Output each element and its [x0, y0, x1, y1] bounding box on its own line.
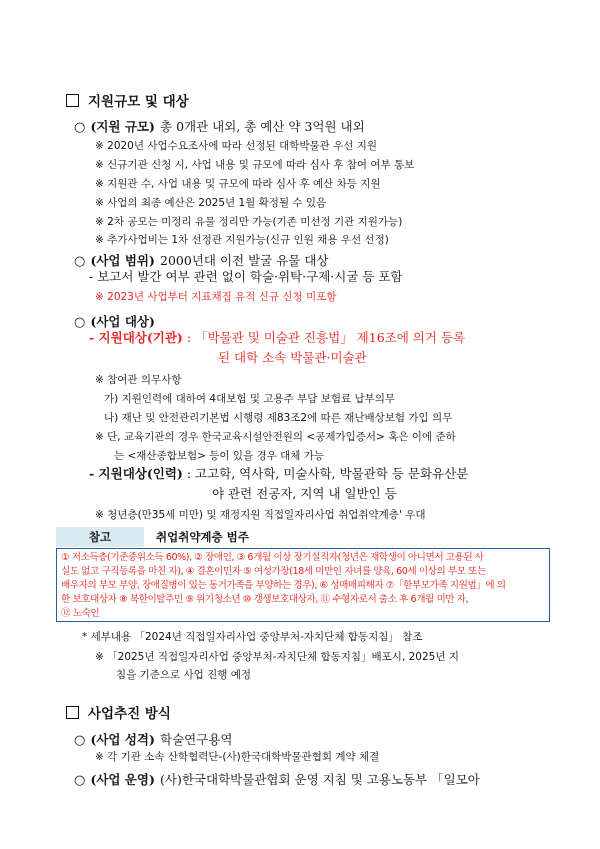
reference-tag: 참고 [56, 527, 144, 547]
section-heading-execution-method [66, 706, 171, 722]
plan-footnote-continued: 침을 기준으로 사업 진행 예정 [116, 669, 252, 681]
personnel-text: : 고고학, 역사학, 미술사학, 박물관학 등 문화유산분 [186, 466, 469, 481]
note-line: ※ 사업의 최종 예산은 2025년 1월 확정될 수 있음 [95, 197, 327, 209]
circle-bullet-icon: ○ [74, 733, 86, 748]
personnel-target-line [89, 468, 468, 481]
item-text: 2000년대 이전 발굴 유물 대상 [160, 253, 329, 268]
note-line: ※ 2020년 사업수요조사에 따라 선정된 대학박물관 우선 지원 [95, 140, 378, 152]
institution-label: - 지원대상(기관) [89, 330, 183, 345]
obligation-exception-continued: 는 <재산종합보험> 등이 있을 경우 대체 가능 [114, 450, 325, 462]
obligation-title: ※ 참여관 의무사항 [95, 374, 182, 386]
reference-box [56, 527, 550, 622]
item-text: (사)한국대학박물관협회 운영 지침 및 고용노동부 「일모아 [160, 772, 480, 787]
institution-target-line [89, 332, 465, 345]
reference-line: 실도 없고 구직등록을 마친 자), ④ 결혼이민자 ⑤ 여성가장(18세 미만인 자녀를 양육, 60세 이상의 부모 또는 [61, 566, 486, 577]
note-line: ※ 지원관 수, 사업 내용 및 규모에 따라 심사 후 예산 차등 지원 [95, 178, 381, 190]
personnel-text-continued: 야 관련 전공자, 지역 내 일반인 등 [212, 486, 397, 501]
section-title: 사업추진 방식 [88, 706, 171, 722]
note-line: ※ 각 기관 소속 산학협력단-(사)한국대학박물관협회 계약 체결 [95, 751, 380, 763]
note-line: ※ 신규기관 신청 시, 사업 내용 및 규모에 따라 심사 후 참여 여부 통보 [95, 159, 415, 171]
red-note-line: ※ 2023년 사업부터 지표채집 유적 신규 신청 미포함 [95, 291, 337, 303]
reference-line: 배우자의 부모 부양, 장애질병이 있는 동거가족을 부양하는 경우), ⑥ 성매매피해자 ⑦「한부모가족 지원법」에 의 [61, 580, 506, 591]
institution-colon: : [186, 330, 192, 345]
institution-text: 「박물관 및 미술관 진흥법」 제16조에 의거 등록 [195, 330, 466, 345]
square-bullet-icon [66, 94, 79, 107]
item-text: 학술연구용역 [160, 732, 233, 747]
item-text: 총 0개관 내외, 총 예산 약 3억원 내외 [160, 119, 365, 134]
item-support-scale [74, 118, 365, 134]
detail-footnote: * 세부내용 「2024년 직접일자리사업 중앙부처-자치단체 합동지침」 참조 [82, 631, 423, 643]
item-label: (지원 규모) [90, 119, 155, 134]
item-label: (사업 범위) [90, 253, 155, 268]
item-label: (사업 운영) [90, 772, 155, 787]
reference-line: ① 저소득층(기준중위소득 60%), ② 장애인, ③ 6개월 이상 장기실직자(청년은 재학생이 아니면서 고용된 사 [61, 552, 484, 563]
section-title: 지원규모 및 대상 [88, 94, 189, 110]
circle-bullet-icon: ○ [74, 773, 86, 788]
circle-bullet-icon: ○ [74, 254, 86, 269]
item-project-range [74, 252, 328, 268]
reference-title: 취업취약계층 범주 [144, 527, 550, 547]
item-label: (사업 대상) [90, 314, 155, 329]
reference-body [56, 548, 550, 622]
obligation-exception: ※ 단, 교육기관의 경우 한국교육시설안전원의 <공제가입증서> 혹은 이에 준하 [95, 431, 456, 443]
item-project-operation [74, 771, 480, 787]
square-bullet-icon [66, 706, 79, 719]
note-line: ※ 추가사업비는 1차 선정관 지원가능(신규 인원 채용 우선 선정) [95, 234, 389, 246]
circle-bullet-icon: ○ [74, 120, 86, 135]
obligation-item: 가) 지원인력에 대하여 4대보험 및 고용주 부담 보험료 납부의무 [104, 393, 396, 405]
section-heading-support-scale [66, 94, 189, 110]
obligation-item: 나) 재난 및 안전관리기본법 시행령 제83조2에 따른 재난배상보험 가입 의무 [104, 412, 453, 424]
item-label: (사업 성격) [90, 732, 155, 747]
note-line: ※ 2차 공모는 미정리 유물 정리만 가능(기존 미선정 기관 지원가능) [95, 216, 403, 228]
range-sub-line: - 보고서 발간 여부 관련 없이 학술·위탁·구제·시굴 등 포함 [89, 269, 403, 284]
item-project-target [74, 313, 155, 329]
plan-footnote: ※ 「2025년 직접일자리사업 중앙부처-자치단체 합동지침」배포시, 2025년 지 [95, 651, 459, 663]
item-project-nature [74, 731, 232, 747]
reference-header [56, 527, 550, 547]
institution-text-continued: 된 대학 소속 박물관·미술관 [218, 350, 367, 365]
youth-preference-note: ※ 청년층(만35세 미만) 및 재정지원 직접일자리사업 취업취약계층' 우대 [95, 509, 426, 521]
circle-bullet-icon: ○ [74, 315, 86, 330]
reference-line: ⑫ 노숙인 [61, 608, 100, 619]
reference-line: 한 보호대상자 ⑧ 북한이탈주민 ⑨ 위기청소년 ⑩ 갱생보호대상자, ⑪ 수형자로서 출소 후 6개월 미만 자, [61, 594, 469, 605]
personnel-label: - 지원대상(인력) [89, 466, 183, 481]
